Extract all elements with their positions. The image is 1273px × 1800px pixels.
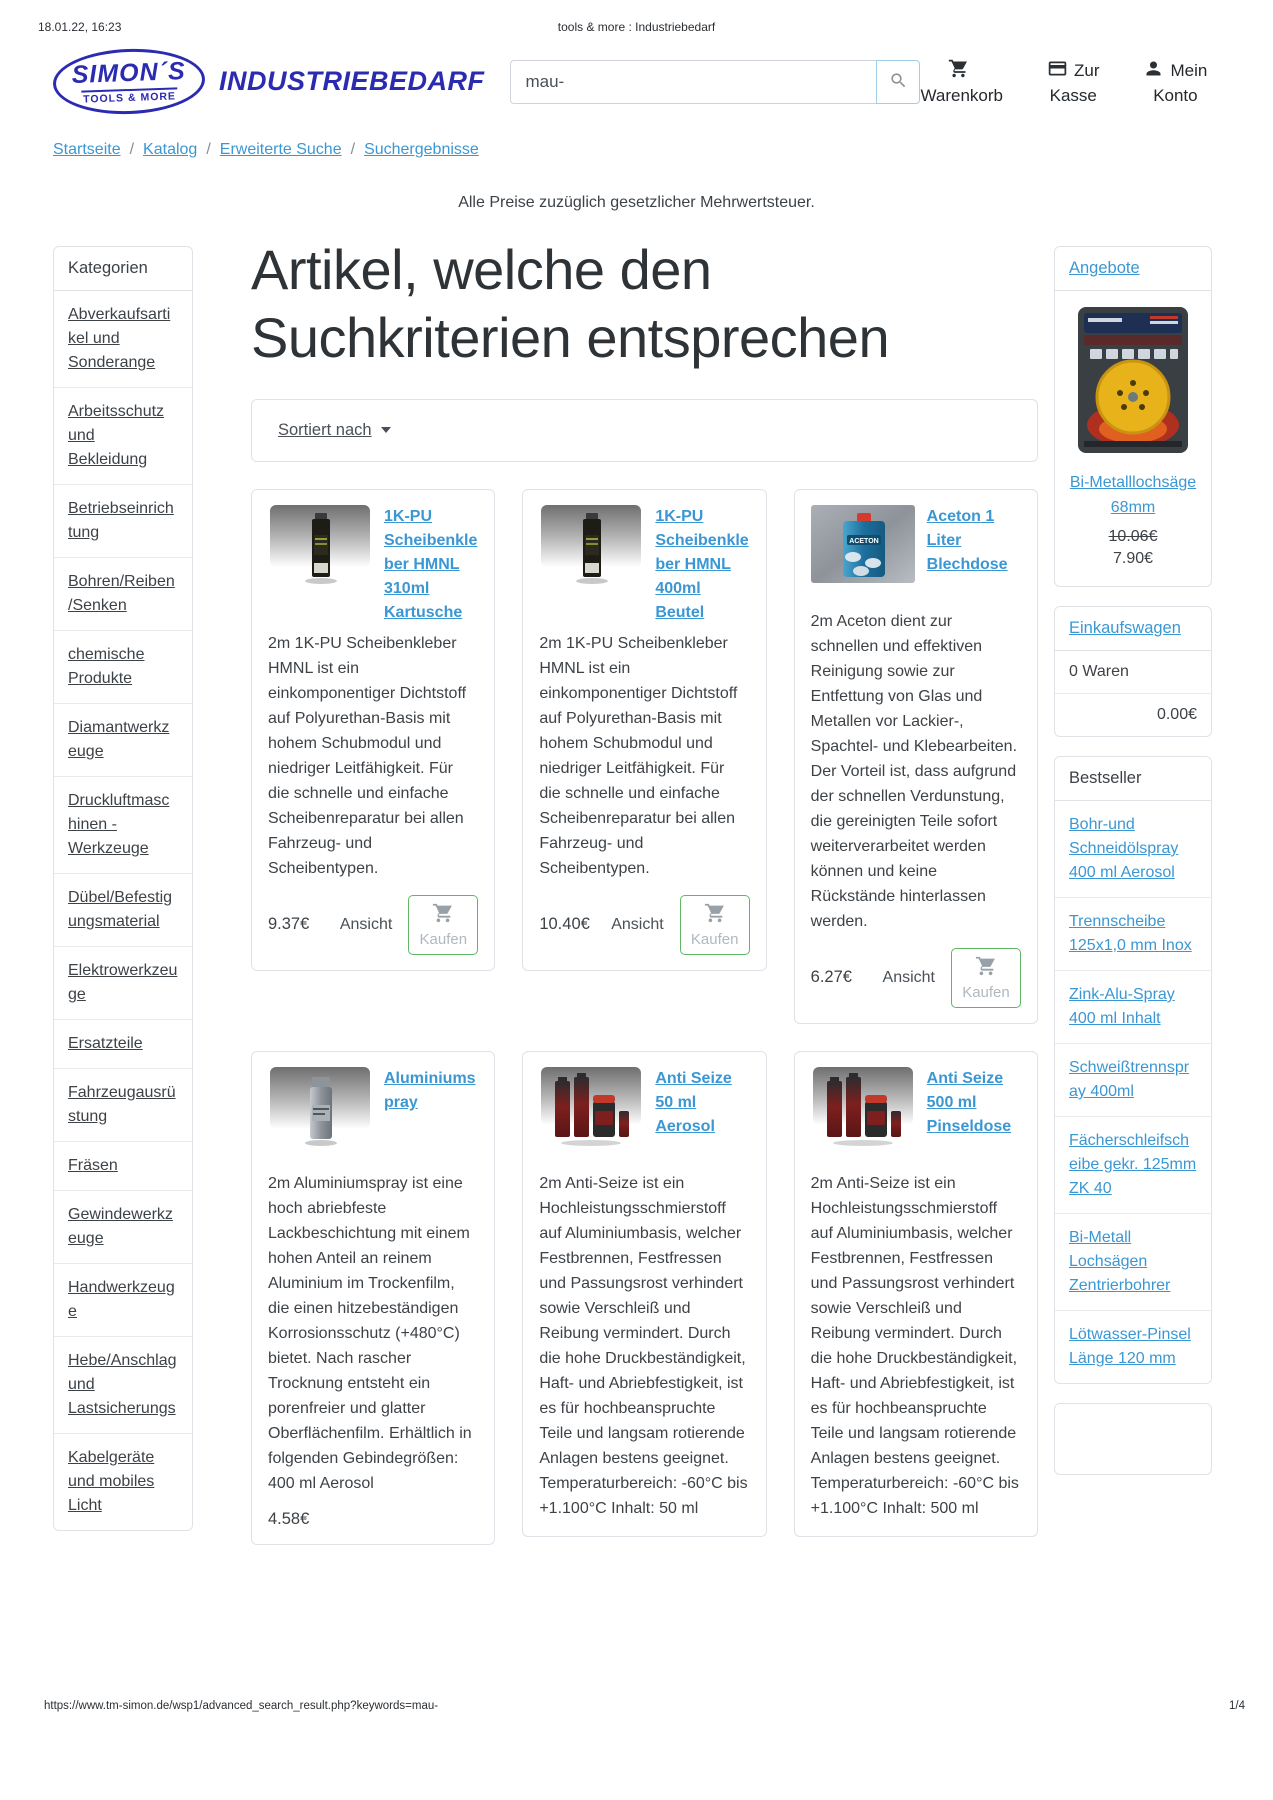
product-price: 9.37€: [268, 915, 310, 934]
bestseller-link-faecherschleifscheibe[interactable]: Fächerschleifscheibe gekr. 125mm ZK 40: [1069, 1132, 1197, 1197]
product-name-link[interactable]: 1K-PU Scheibenkleber HMNL 310ml Kartusche: [384, 507, 478, 621]
category-link-arbeitsschutz[interactable]: Arbeitsschutz und Bekleidung: [68, 403, 165, 468]
cart-icon: [704, 902, 726, 928]
bestseller-item: [1055, 1117, 1211, 1214]
breadcrumb-separator: /: [350, 141, 356, 158]
bestseller-link-zink-alu[interactable]: Zink-Alu-Spray 400 ml Inhalt: [1069, 986, 1175, 1027]
view-button[interactable]: Ansicht: [871, 961, 947, 995]
breadcrumb-suchergebnisse[interactable]: Suchergebnisse: [364, 141, 479, 158]
buy-button[interactable]: [951, 948, 1021, 1008]
offers-panel: [1054, 246, 1212, 587]
category-link-betriebseinrichtung[interactable]: Betriebseinrichtung: [68, 500, 174, 541]
bestseller-item: [1055, 801, 1211, 898]
cart-title-link[interactable]: Einkaufswagen: [1069, 619, 1181, 637]
category-item: [54, 1020, 192, 1069]
search-results: [251, 246, 1038, 1545]
bestseller-item: [1055, 971, 1211, 1044]
category-item: [54, 947, 192, 1020]
page-title: Artikel, welche den Suchkriterien entsprechen: [251, 246, 890, 370]
category-item: [54, 1264, 192, 1337]
bestseller-item: [1055, 1311, 1211, 1383]
sort-dropdown[interactable]: Sortiert nach: [278, 420, 372, 439]
product-grid: [251, 489, 1038, 1545]
tax-notice: Alle Preise zuzüglich gesetzlicher Mehrwertsteuer.: [458, 194, 815, 211]
category-item: [54, 1337, 192, 1434]
nav-label-line2: Warenkorb: [920, 85, 1003, 105]
category-link-druckluft[interactable]: Druckluftmaschinen - Werkzeuge: [68, 792, 170, 857]
category-link-handwerkzeuge[interactable]: Handwerkzeuge: [68, 1279, 175, 1320]
product-description: 2m Anti-Seize ist ein Hochleistungsschmierstoff auf Aluminiumbasis, welcher Festbrennen, Festfressen und Passungsrost verhindert sowie Verschleiß und Reibung vermindert. Durch die hohe Druckbeständigkeit, Haft- und Abriebfestigkeit, ist es für hochbeanspruchte Teile und langsam rotierende Anlagen bestens geeignet. Temperaturbereich: -60°C bis +1.100°C Inhalt: 50 ml: [539, 1174, 748, 1517]
category-link-fahrzeugausruestung[interactable]: Fahrzeugausrüstung: [68, 1084, 176, 1125]
bestseller-link-schweisstrennspray[interactable]: Schweißtrennspray 400ml: [1069, 1059, 1190, 1100]
product-description: 2m Anti-Seize ist ein Hochleistungsschmierstoff auf Aluminiumbasis, welcher Festbrennen, Festfressen und Passungsrost verhindert sowie Verschleiß und Reibung vermindert. Durch die hohe Druckbeständigkeit, Haft- und Abriebfestigkeit, ist es für hochbeanspruchte Teile und langsam rotierende Anlagen bestens geeignet. Temperaturbereich: -60°C bis +1.100°C Inhalt: 500 ml: [810, 1174, 1019, 1517]
sort-box: [251, 399, 1038, 462]
right-sidebar: [1054, 246, 1212, 1494]
nav-item-warenkorb[interactable]: [920, 58, 1003, 106]
product-image-scheibenkleber-beutel[interactable]: [539, 505, 643, 595]
product-card: [794, 1051, 1038, 1537]
category-link-duebel[interactable]: Dübel/Befestigungsmaterial: [68, 889, 173, 930]
print-footer-url: https://www.tm-simon.de/wsp1/advanced_search_result.php?keywords=mau-: [44, 1700, 439, 1712]
product-name-link[interactable]: Aluminiumspray: [384, 1069, 476, 1111]
category-item: [54, 874, 192, 947]
product-description: 2m Aceton dient zur schnellen und effektiven Reinigung sowie zur Entfettung von Glas und Metallen vor Lackier-, Spachtel- und Klebearbeiten. Der Vorteil ist, dass aufgrund der schnellen Verdunstung, die gereinigten Teile sofort weiterverarbeitet werden können und keine Rückstände hinterlassen werden.: [810, 612, 1018, 930]
search-input[interactable]: [510, 60, 876, 104]
category-link-chemische-produkte[interactable]: chemische Produkte: [68, 646, 145, 687]
product-name-link[interactable]: Aceton 1 Liter Blechdose: [926, 507, 1008, 573]
product-image-aceton[interactable]: [811, 505, 915, 595]
category-item: [54, 777, 192, 874]
offer-body: [1055, 291, 1211, 586]
user-icon: [1143, 58, 1164, 84]
price-row: [268, 895, 478, 955]
nav-label-line2: Kasse: [1049, 85, 1097, 105]
bestseller-item: [1055, 1214, 1211, 1311]
product-description: 2m 1K-PU Scheibenkleber HMNL ist ein einkomponentiger Dichtstoff auf Polyurethan-Basis mit hohem Schubmodul und niedriger Leitfähigkeit. Für die schnelle und einfache Scheibenreparatur bei allen Fahrzeug- und Scheibentypen.: [539, 634, 738, 877]
category-item: [54, 631, 192, 704]
bestseller-item: [1055, 898, 1211, 971]
category-link-ersatzteile[interactable]: Ersatzteile: [68, 1035, 143, 1052]
categories-panel: [53, 246, 193, 1531]
category-link-elektrowerkzeuge[interactable]: Elektrowerkzeuge: [68, 962, 178, 1003]
price-row: [539, 895, 749, 955]
offer-old-price: 10.06€: [1108, 528, 1158, 545]
breadcrumb-katalog[interactable]: Katalog: [143, 141, 198, 158]
shop-logo[interactable]: [53, 49, 484, 114]
product-description: 2m Aluminiumspray ist eine hoch abriebfeste Lackbeschichtung mit einem hohen Anteil an reinem Aluminium im Trockenfilm, die einen hitzebeständigen Korrosionsschutz (+480°C) bietet. Nach rascher Trocknung entsteht ein porenfreier und glatter Oberflächenfilm. Erhältlich in folgenden Gebindegrößen: 400 ml Aerosol: [268, 1174, 472, 1492]
nav-label-line1: Zur: [1073, 60, 1100, 80]
product-card: [251, 1051, 495, 1545]
clipped-panel: [1054, 1403, 1212, 1475]
buy-button[interactable]: [680, 895, 750, 955]
bestseller-item: [1055, 1044, 1211, 1117]
category-item: [54, 1191, 192, 1264]
price-row: [811, 948, 1021, 1008]
search-icon: [889, 71, 908, 93]
print-datetime: 18.01.22, 16:23: [38, 20, 122, 34]
cart-icon: [948, 58, 969, 84]
category-link-gewindewerkzeuge[interactable]: Gewindewerkzeuge: [68, 1206, 173, 1247]
category-item: [54, 704, 192, 777]
nav-item-mein-konto[interactable]: [1143, 58, 1207, 106]
logo-sub: TOOLS & MORE: [81, 87, 178, 105]
product-card: [522, 1051, 766, 1537]
credit-card-icon: [1047, 58, 1068, 84]
cart-total: 0.00€: [1156, 706, 1197, 723]
category-link-hebe-anschlag[interactable]: Hebe/Anschlag und Lastsicherungs: [68, 1352, 177, 1417]
category-item: [54, 1434, 192, 1530]
print-doc-title: tools & more : Industriebedarf: [557, 20, 716, 34]
caret-down-icon: [381, 427, 391, 433]
product-card: [251, 489, 495, 971]
svg-text:ACETON: ACETON: [848, 537, 879, 545]
nav-item-zur-kasse[interactable]: [1047, 58, 1100, 106]
product-image-aluminiumspray[interactable]: [268, 1067, 372, 1157]
nav-label-line1: Mein: [1170, 60, 1208, 80]
category-item: [54, 1142, 192, 1191]
buy-button[interactable]: [408, 895, 478, 955]
product-image-anti-seize-pinseldose[interactable]: [811, 1067, 915, 1157]
product-price: 4.58€: [268, 1509, 310, 1528]
cart-panel: [1054, 606, 1212, 737]
bestseller-link-trennscheibe[interactable]: Trennscheibe 125x1,0 mm Inox: [1069, 913, 1192, 954]
buy-button-label: Kaufen: [962, 983, 1010, 1001]
logo-brand: SIMON´S: [71, 57, 187, 89]
search-button[interactable]: [876, 60, 920, 104]
product-description: 2m 1K-PU Scheibenkleber HMNL ist ein einkomponentiger Dichtstoff auf Polyurethan-Basis mit hohem Schubmodul und niedriger Leitfähigkeit. Für die schnelle und einfache Scheibenreparatur bei allen Fahrzeug- und Scheibentypen.: [268, 634, 467, 877]
bestseller-panel: [1054, 756, 1212, 1384]
cart-icon: [975, 955, 997, 981]
category-item: [54, 558, 192, 631]
bestseller-link-bohroel[interactable]: Bohr-und Schneidölspray 400 ml Aerosol: [1069, 816, 1179, 881]
product-price: 6.27€: [810, 968, 852, 987]
product-image-anti-seize-aerosol[interactable]: [539, 1067, 643, 1157]
cart-items-count: 0 Waren: [1055, 651, 1211, 694]
breadcrumb-erweiterte-suche[interactable]: Erweiterte Suche: [219, 141, 342, 158]
offer-new-price: 7.90€: [1112, 550, 1154, 567]
print-header: [0, 0, 1273, 35]
product-card: [522, 489, 766, 971]
product-price: 10.40€: [539, 915, 590, 934]
category-link-diamantwerkzeuge[interactable]: Diamantwerkzeuge: [68, 719, 170, 760]
buy-button-label: Kaufen: [419, 930, 468, 948]
product-name-link[interactable]: Anti Seize 500 ml Pinseldose: [926, 1069, 1012, 1135]
breadcrumb-startseite[interactable]: Startseite: [53, 141, 121, 158]
offer-product-link[interactable]: Bi-Metalllochsäge 68mm: [1069, 474, 1197, 516]
category-link-abverkauf[interactable]: Abverkaufsartikel und Sonderange: [68, 306, 171, 371]
breadcrumb-separator: /: [206, 141, 211, 158]
buy-button-label: Kaufen: [690, 930, 739, 948]
bestseller-link-loetwasser-pinsel[interactable]: Lötwasser-Pinsel Länge 120 mm: [1069, 1326, 1191, 1367]
category-item: [54, 485, 192, 558]
product-image-lochsaege[interactable]: [1074, 305, 1192, 455]
nav-label-line2: Konto: [1153, 85, 1198, 105]
product-image-scheibenkleber-kartusche[interactable]: [268, 505, 372, 595]
product-name-link[interactable]: Anti Seize 50 ml Aerosol: [655, 1069, 732, 1135]
header-nav: [920, 58, 1207, 106]
product-name-link[interactable]: 1K-PU Scheibenkleber HMNL 400ml Beutel: [655, 507, 749, 621]
breadcrumb: [53, 141, 1218, 159]
print-footer: [44, 1700, 1245, 1712]
search-group: [510, 60, 920, 104]
category-link-fraesen[interactable]: Fräsen: [68, 1157, 118, 1174]
logo-title: INDUSTRIEBEDARF: [218, 66, 485, 96]
view-button[interactable]: Ansicht: [599, 908, 675, 942]
category-item: [54, 388, 192, 485]
print-page-indicator: 1/4: [1229, 1700, 1245, 1712]
site-header: [53, 49, 1218, 114]
category-item: [54, 1069, 192, 1142]
product-card: [794, 489, 1038, 1024]
view-button[interactable]: Ansicht: [328, 908, 404, 942]
logo-oval: [52, 46, 206, 116]
content-layout: [0, 246, 1273, 1674]
bestseller-title: Bestseller: [1055, 757, 1211, 801]
category-link-bohren[interactable]: Bohren/Reiben/Senken: [68, 573, 175, 614]
category-link-kabelgeraete[interactable]: Kabelgeräte und mobiles Licht: [68, 1449, 155, 1514]
categories-title: Kategorien: [54, 247, 192, 291]
bestseller-link-zentrierbohrer[interactable]: Bi-Metall Lochsägen Zentrierbohrer: [1069, 1229, 1171, 1294]
price-row: [268, 1510, 478, 1529]
category-item: [54, 291, 192, 388]
cart-icon: [432, 902, 454, 928]
breadcrumb-separator: /: [129, 141, 135, 158]
offers-title-link[interactable]: Angebote: [1069, 259, 1140, 277]
